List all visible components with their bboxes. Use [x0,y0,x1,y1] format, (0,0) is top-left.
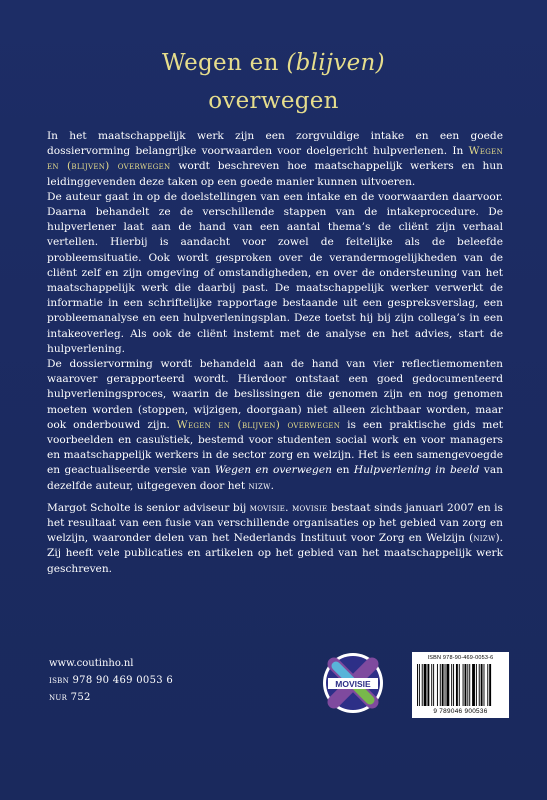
barcode-bar [489,664,491,706]
barcode-bar [427,664,429,706]
cover-title-line2: overwegen [208,88,339,114]
barcode-bar [419,664,420,706]
blurb [47,129,503,577]
publisher-website: www.coutinho.nl [49,658,134,669]
publisher-info [49,655,173,706]
abbr-nizw: nizw [248,479,271,492]
book-ref-1: Wegen en overwegen [214,464,332,477]
barcode-isbn-label: ISBN 978-90-469-0053-6 [427,655,494,661]
barcode-bar [431,664,432,706]
movisie-logo [322,652,384,714]
barcode-bar [433,664,434,706]
isbn-line: isbn 978 90 469 0053 6 [49,675,174,686]
nur-line: nur 752 [49,692,91,703]
title-text: Wegen en [162,50,287,76]
org-movisie: movisie [292,501,328,514]
barcode-bar [459,664,460,706]
blurb-paragraph-1: In het maatschappelijk werk zijn een zorgvuldige intake en een goede dossiervorming belangrijke voorwaarden voor doelgericht hulpverlenen. In Wegen en (blijven) overwegen wordt beschreven hoe maatschappelijk werkers en hun leidinggevenden deze taken op een goede manier kunnen uitvoeren. [47,130,503,188]
barcode-bar [479,664,480,706]
barcode-bar [456,664,458,706]
cover-title-line1 [0,50,547,76]
logo-text: MOVISIE [335,679,371,689]
barcode-bar [440,664,441,706]
book-ref-2: Hulpverlening in beeld [353,464,480,477]
barcode-bars [415,664,506,706]
author-bio: Margot Scholte is senior adviseur bij movisie. movisie bestaat sinds januari 2007 en is het resultaat van een fusie van verschillende organisaties op het gebied van zorg en welzijn, waaronder delen van het Nederlands Instituut voor Zorg en Welzijn (nizw). Zij heeft vele publicaties en artikelen op het gebied van het maatschappelijk werk geschreven. [47,501,503,575]
title-italic: (blijven) [286,50,385,76]
org-movisie: movisie [249,501,286,514]
barcode-bar [442,664,444,706]
book-title-ref: Wegen en (blijven) overwegen [47,145,503,173]
barcode-bar [476,664,477,706]
barcode-bar [424,664,427,706]
abbr-nizw: nizw [473,532,496,545]
barcode-bar [445,664,446,706]
barcode [412,652,509,718]
barcode-bar [422,664,423,706]
barcode-bar [417,664,418,706]
barcode-digits: 9 789046 900536 [433,708,488,715]
barcode-bar [484,664,485,706]
blurb-paragraph-3: De dossiervorming wordt behandeld aan de hand van vier reflectiemomenten waarover gerapporteerd wordt. Hierdoor ontstaat een goed gedocumenteerd hulpverleningsproces, waarin de beslissingen die genomen zijn en nog genomen moeten worden (stoppen, wijzigen, doorgaan) niet alleen zichtbaar worden, maar ook onderbouwd zijn. Wegen en (blijven) overwegen is een praktische gids met voorbeelden en casuïstiek, bestemd voor studenten social work en voor managers en maatschappelijk werkers in de sector zorg en welzijn. Het is een samengevoegde en geactualiseerde versie van Wegen en overwegen en Hulpverlening in beeld van dezelfde auteur, uitgegeven door het nizw. [47,358,503,492]
barcode-bar [465,664,467,706]
barcode-bar [453,664,454,706]
barcode-bar [469,664,470,706]
barcode-bar [472,664,475,706]
barcode-bar [463,664,464,706]
barcode-bar [437,664,438,706]
barcode-bar [451,664,452,706]
barcode-bar [487,664,488,706]
barcode-bar [481,664,483,706]
book-title-ref: Wegen en (blijven) overwegen [176,418,341,431]
blurb-paragraph-2: De auteur gaat in op de doelstellingen van een intake en de voorwaarden daarvoor. Daarna behandelt ze de verschillende stappen van de intakeprocedure. De hulpverlener laat aan de hand van een aantal thema’s de cliënt zijn verhaal vertellen. Hierbij is aandacht voor zowel de feitelijke als de beleefde probleemsituatie. Ook wordt gesproken over de verandermogelijkheden van de cliënt zelf en zijn omgeving of omstandigheden, en over de ondersteuning van het maatschappelijk werk die daarbij past. De maatschappelijk werker verwerkt de informatie in een schriftelijke rapportage bestaande uit een gespreksverslag, een probleemanalyse en een hulpverleningsplan. Deze toetst hij bij zijn collega’s in een intakeoverleg. Als ook de cliënt instemt met de analyse en het advies, start de hulpverlening. [47,190,503,355]
barcode-bar [446,664,449,706]
barcode-bar [467,664,468,706]
